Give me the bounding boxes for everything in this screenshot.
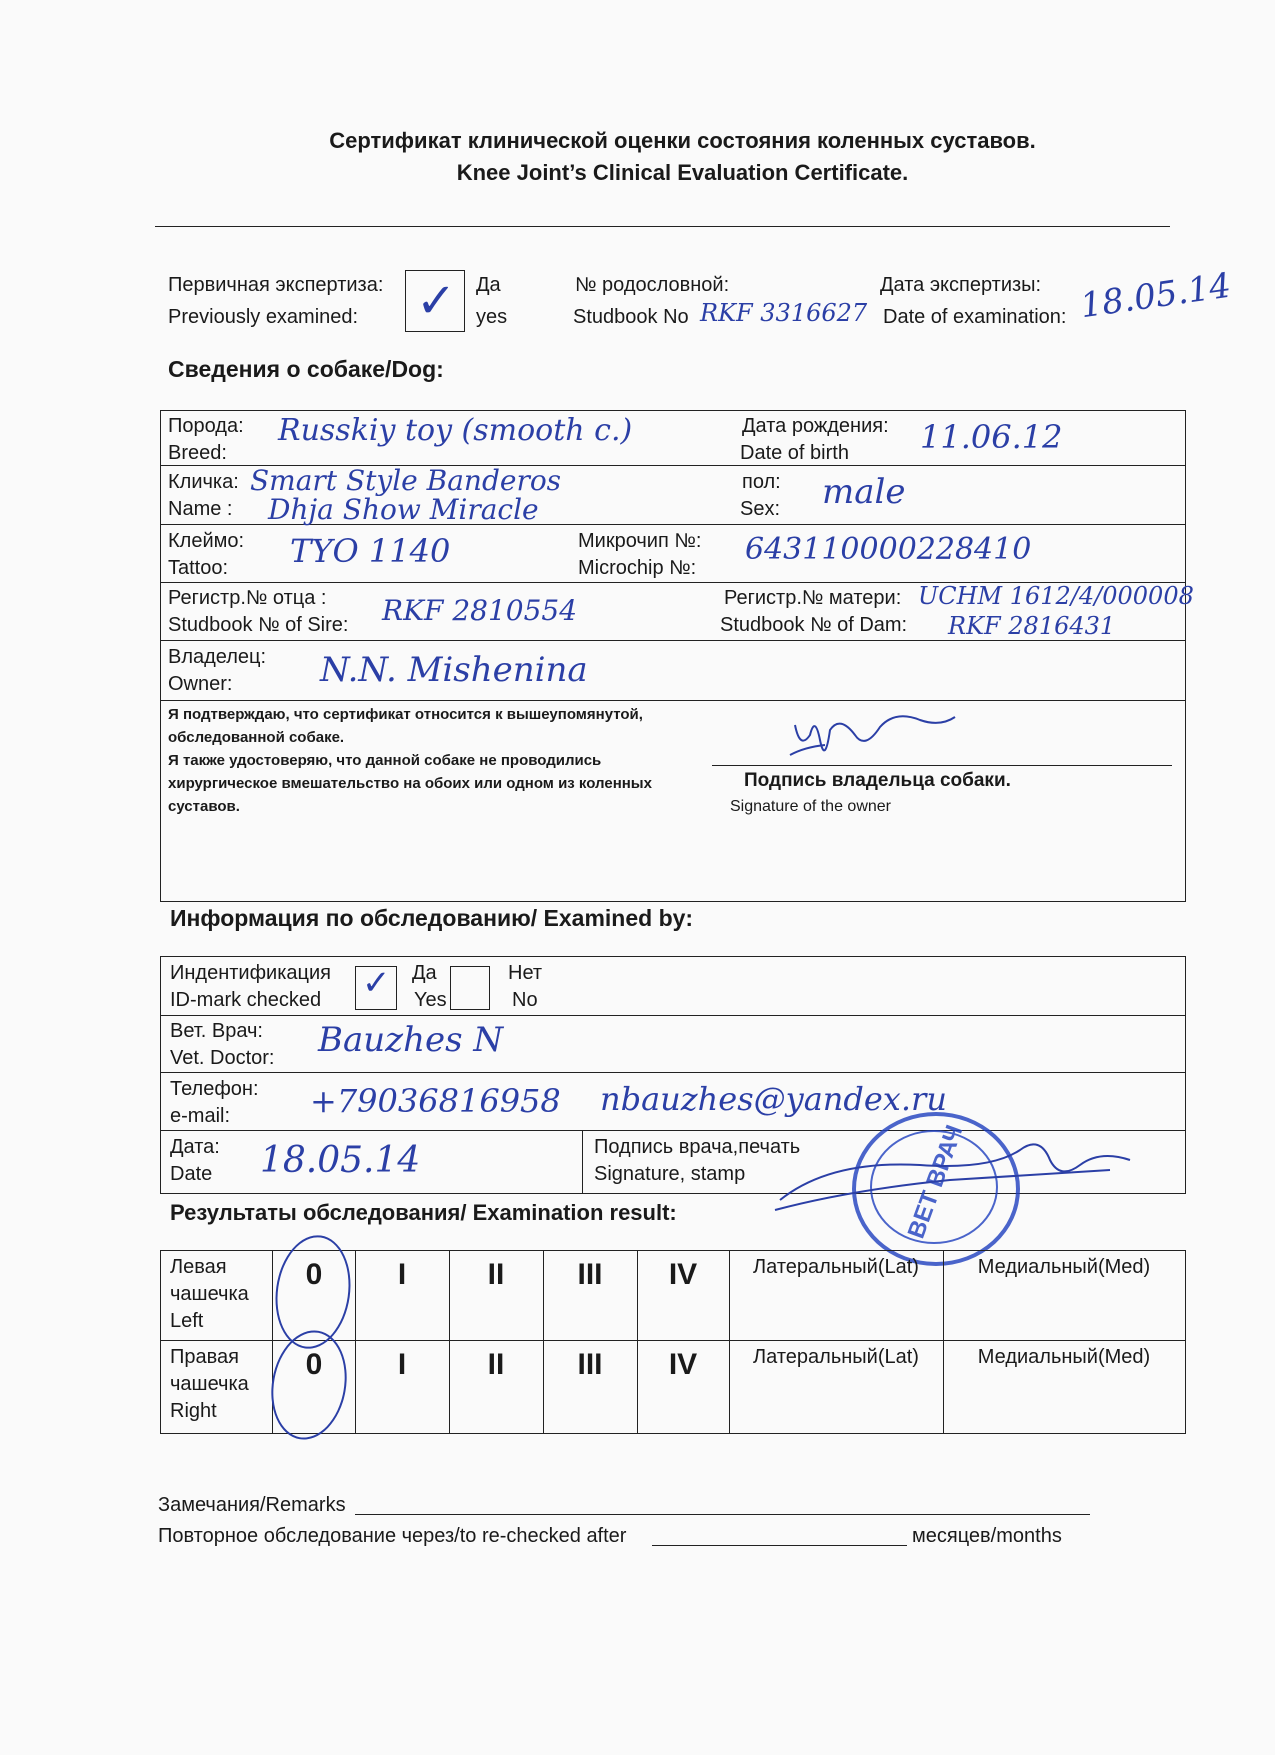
left-row-label (170, 1254, 249, 1335)
id-no-checkbox[interactable] (450, 966, 490, 1010)
grade-cell[interactable]: II (487, 1258, 505, 1291)
grade-cell[interactable]: IV (668, 1258, 698, 1291)
phone-value: +79036816958 (310, 1082, 561, 1120)
owner-label-en: Owner: (168, 673, 233, 695)
sex-value: male (822, 472, 906, 512)
name-label-ru: Кличка: (168, 471, 239, 493)
vet-signature-label-en: Signature, stamp (594, 1163, 746, 1185)
exam-date-label-en: Date of examination: (883, 306, 1067, 328)
row-label-line: Left (170, 1310, 204, 1332)
recheck-label: Повторное обследование через/to re-checked after (158, 1525, 627, 1547)
vet-signature-label-ru: Подпись врача,печать (594, 1136, 801, 1158)
medial-cell[interactable]: Медиальный(Med) (977, 1256, 1151, 1278)
vet-label-en: Vet. Doctor: (170, 1047, 275, 1069)
grade-cell[interactable]: I (397, 1258, 407, 1291)
breed-value: Russkiy toy (smooth c.) (278, 413, 633, 448)
remarks-label: Замечания/Remarks (158, 1494, 346, 1516)
owner-signature-scribble (770, 705, 970, 765)
primary-exam-checkbox[interactable] (405, 270, 465, 332)
dog-section-heading: Сведения о собаке/Dog: (168, 356, 444, 382)
studbook-value: RKF 3316627 (700, 299, 868, 327)
stamp-text: ВЕТ ВРАЧ (902, 1121, 969, 1243)
exam-section-heading: Информация по обследованию/ Examined by: (170, 905, 694, 931)
owner-signature-line (712, 765, 1172, 766)
row-divider (160, 1072, 1185, 1073)
phone-label-en: e-mail: (170, 1105, 231, 1127)
primary-exam-label-en: Previously examined: (168, 306, 359, 328)
sex-label-en: Sex: (740, 498, 781, 520)
date-value: 18.05.14 (260, 1140, 421, 1181)
id-no-en: No (512, 989, 538, 1011)
tattoo-value: TYO 1140 (290, 532, 451, 570)
dam-label-en: Studbook № of Dam: (720, 614, 908, 636)
vet-label-ru: Вет. Врач: (170, 1020, 263, 1042)
dam-label-ru: Регистр.№ матери: (724, 587, 902, 609)
confirmation-line: обследованной собаке. (168, 729, 345, 746)
grade-cell[interactable]: III (577, 1258, 603, 1291)
exam-date-value: 18.05.14 (1077, 265, 1234, 327)
primary-yes-ru: Да (476, 274, 501, 296)
id-no-ru: Нет (508, 962, 543, 984)
row-divider (160, 1015, 1185, 1016)
grade-cell[interactable]: I (397, 1348, 407, 1381)
tattoo-label-ru: Клеймо: (168, 530, 245, 552)
lateral-cell[interactable]: Латеральный(Lat) (753, 1256, 919, 1278)
row-label-line: Левая (170, 1256, 227, 1278)
owner-signature-label-en: Signature of the owner (730, 798, 891, 815)
grade-cell[interactable]: III (577, 1348, 603, 1381)
grade-cell[interactable]: 0 (305, 1258, 323, 1291)
sire-label-en: Studbook № of Sire: (168, 614, 349, 636)
row-label-line: Правая (170, 1346, 239, 1368)
chip-label-ru: Микрочип №: (578, 530, 702, 552)
phone-label-ru: Телефон: (170, 1078, 259, 1100)
primary-exam-label-ru: Первичная экспертиза: (168, 274, 384, 296)
id-yes-checkbox[interactable] (355, 963, 397, 1010)
row-label-line: чашечка (170, 1373, 249, 1395)
confirmation-line: хирургическое вмешательство на обоих или одном из коленных (168, 775, 652, 792)
check-mark-icon: ✓ (362, 963, 391, 1003)
check-mark-icon: ✓ (416, 273, 457, 329)
chip-label-en: Microchip №: (578, 557, 697, 579)
breed-label-ru: Порода: (168, 415, 244, 437)
title-ru: Сертификат клинической оценки состояния коленных суставов. (329, 128, 1036, 153)
grade-cell[interactable]: 0 (305, 1348, 323, 1381)
studbook-label-ru: № родословной: (575, 274, 730, 296)
dam-value-line-1: UCHM 1612/4/000008 (918, 582, 1194, 610)
remarks-line[interactable] (355, 1514, 1090, 1515)
right-row-label (170, 1344, 249, 1425)
birth-label-en: Date of birth (740, 442, 849, 464)
title-divider (155, 226, 1170, 227)
owner-signature-label-ru: Подпись владельца собаки. (744, 770, 1011, 791)
confirmation-line: Я подтверждаю, что сертификат относится к вышеупомянутой, (168, 706, 643, 723)
breed-label-en: Breed: (168, 442, 227, 464)
row-label-line: чашечка (170, 1283, 249, 1305)
id-label-en: ID-mark checked (170, 989, 322, 1011)
primary-yes-en: yes (476, 306, 508, 328)
confirmation-line: суставов. (168, 798, 240, 815)
title-en: Knee Joint’s Clinical Evaluation Certificate. (456, 160, 909, 185)
recheck-line[interactable] (652, 1545, 907, 1546)
chip-value: 643110000228410 (745, 532, 1032, 567)
row-label-line: Right (170, 1400, 217, 1422)
col-divider (582, 1130, 583, 1193)
name-label-en: Name : (168, 498, 233, 520)
results-heading: Результаты обследования/ Examination result: (170, 1200, 677, 1225)
name-value-line-1: Smart Style Banderos (250, 464, 562, 497)
dam-value-line-2: RKF 2816431 (948, 612, 1116, 640)
name-value-line-2: Dhja Show Miracle (268, 493, 539, 526)
row-divider (160, 640, 1185, 641)
exam-date-label-ru: Дата экспертизы: (880, 274, 1042, 296)
confirmation-text (168, 703, 652, 818)
studbook-label-en: Studbook No (573, 306, 689, 328)
confirmation-line: Я также удостоверяю, что данной собаке не проводились (168, 752, 602, 769)
date-label-en: Date (170, 1163, 213, 1185)
vet-signature-scribble (770, 1120, 1140, 1240)
vet-value: Bauzhes N (318, 1020, 504, 1060)
row-divider (160, 700, 1185, 701)
sire-label-ru: Регистр.№ отца : (168, 587, 327, 609)
id-label-ru: Индентификация (170, 962, 331, 984)
lateral-cell[interactable]: Латеральный(Lat) (753, 1346, 919, 1368)
email-value: nbauzhes@yandex.ru (600, 1080, 947, 1118)
id-yes-en: Yes (414, 989, 447, 1011)
tattoo-label-en: Tattoo: (168, 557, 229, 579)
owner-value: N.N. Mishenina (320, 650, 588, 690)
sex-label-ru: пол: (742, 471, 781, 493)
id-yes-ru: Да (412, 962, 437, 984)
date-label-ru: Дата: (170, 1136, 220, 1158)
months-label: месяцев/months (912, 1525, 1062, 1547)
sire-value: RKF 2810554 (382, 594, 578, 627)
grade-cell[interactable]: IV (668, 1348, 698, 1381)
medial-cell[interactable]: Медиальный(Med) (977, 1346, 1151, 1368)
grade-cell[interactable]: II (487, 1348, 505, 1381)
owner-label-ru: Владелец: (168, 646, 267, 668)
birth-label-ru: Дата рождения: (742, 415, 889, 437)
birth-value: 11.06.12 (920, 418, 1063, 456)
